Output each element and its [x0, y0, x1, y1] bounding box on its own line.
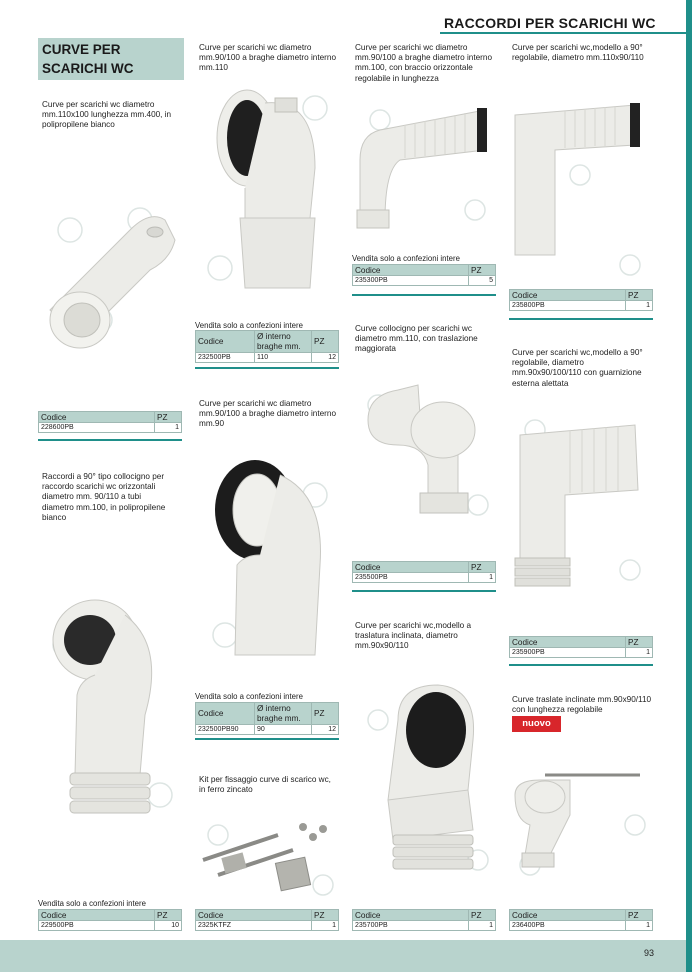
product-code: 235900PB: [510, 648, 626, 658]
section-rule: [38, 439, 182, 441]
table-header-pz: PZ: [469, 910, 496, 921]
product-code: 235800PB: [510, 301, 626, 311]
product-pz: 1: [469, 921, 496, 931]
product-desc-232500-90: Curve per scarichi wc diametro mm.90/100 a braghe diametro interno mm.90: [199, 399, 336, 429]
table-header-code: Codice: [196, 910, 312, 921]
product-image-232500-90: [205, 455, 335, 670]
footer-bar: [0, 940, 686, 972]
product-pz: 12: [312, 725, 339, 735]
product-pz: 10: [155, 921, 182, 931]
product-code: 236400PB: [510, 921, 626, 931]
product-desc-235700: Curve per scarichi wc,modello a traslatura inclinata, diametro mm.90x90/110: [355, 621, 472, 651]
table-header-pz: PZ: [312, 703, 339, 725]
new-badge: nuovo: [512, 716, 561, 732]
table-header-code: Codice: [510, 290, 626, 301]
section-rule: [352, 590, 496, 592]
section-rule: [509, 664, 653, 666]
product-table-2325kt: [195, 909, 339, 931]
section-rule: [352, 294, 496, 296]
product-image-2325kt: [198, 815, 338, 900]
product-table-235900: [509, 636, 653, 658]
table-header-pz: PZ: [626, 290, 653, 301]
page-title: RACCORDI PER SCARICHI WC: [444, 15, 656, 31]
product-code: 235500PB: [353, 573, 469, 583]
product-code: 2325KTFZ: [196, 921, 312, 931]
page-number: 93: [644, 948, 655, 958]
product-desc-235900: Curve per scarichi wc,modello a 90° regolabile, diametro mm.90x90/100/110 con guarnizione esterna alettata: [512, 348, 643, 388]
table-header-code: Codice: [510, 637, 626, 648]
table-header-pz: PZ: [626, 637, 653, 648]
section-rule: [195, 738, 339, 740]
product-pz: 1: [155, 423, 182, 433]
table-header-code: Codice: [196, 703, 255, 725]
product-image-235800: [510, 95, 650, 280]
product-image-236400: [510, 765, 650, 885]
product-table-232500-90: [195, 702, 339, 735]
product-diameter: 110: [255, 353, 312, 363]
section-rule: [195, 367, 339, 369]
product-code: 235300PB: [353, 276, 469, 286]
table-header-code: Codice: [353, 910, 469, 921]
product-code: 232500PB: [196, 353, 255, 363]
section-rule: [509, 318, 653, 320]
table-header-code: Codice: [353, 265, 469, 276]
right-edge-bar: [686, 0, 692, 972]
product-table-228600: [38, 411, 182, 433]
product-image-235300: [355, 100, 495, 235]
product-image-229500: [45, 585, 175, 830]
table-header-diameter: Ø interno braghe mm.: [255, 703, 312, 725]
product-image-228600: [40, 190, 180, 350]
table-header-code: Codice: [196, 331, 255, 353]
table-header-pz: PZ: [312, 910, 339, 921]
product-code: 232500PB90: [196, 725, 255, 735]
product-code: 229500PB: [39, 921, 155, 931]
table-header-pz: PZ: [312, 331, 339, 353]
product-table-232500: [195, 330, 339, 363]
table-header-code: Codice: [510, 910, 626, 921]
product-image-235900: [510, 410, 650, 595]
table-header-pz: PZ: [469, 562, 496, 573]
product-pz: 12: [312, 353, 339, 363]
header-rule: [440, 32, 686, 34]
product-diameter: 90: [255, 725, 312, 735]
product-image-232500: [205, 78, 335, 293]
product-pz: 5: [469, 276, 496, 286]
product-pz: 1: [312, 921, 339, 931]
product-desc-236400: Curve traslate inclinate mm.90x90/110 con lunghezza regolabile: [512, 695, 652, 715]
product-table-235300: [352, 264, 496, 286]
product-image-235700: [358, 680, 493, 885]
product-desc-2325kt: Kit per fissaggio curve di scarico wc, in ferro zincato: [199, 775, 331, 795]
table-header-pz: PZ: [155, 910, 182, 921]
product-table-235500: [352, 561, 496, 583]
table-header-pz: PZ: [626, 910, 653, 921]
sale-note-235300: Vendita solo a confezioni intere: [352, 254, 460, 263]
product-code: 228600PB: [39, 423, 155, 433]
sale-note-232500-90: Vendita solo a confezioni intere: [195, 692, 303, 701]
product-desc-235500: Curve collocigno per scarichi wc diametro mm.110, con traslazione maggiorata: [355, 324, 478, 354]
product-desc-229500: Raccordi a 90° tipo collocigno per raccordo scarichi wc orizzontali diametro mm. 90/110 a tubi diametro mm.100, in polipropilene bianco: [42, 472, 166, 522]
product-pz: 1: [626, 301, 653, 311]
product-pz: 1: [626, 921, 653, 931]
product-code: 235700PB: [353, 921, 469, 931]
table-header-pz: PZ: [155, 412, 182, 423]
product-desc-235300: Curve per scarichi wc diametro mm.90/100 a braghe diametro interno mm.100, con braccio orizzontale regolabile in lunghezza: [355, 43, 492, 83]
product-desc-232500: Curve per scarichi wc diametro mm.90/100 a braghe diametro interno mm.110: [199, 43, 336, 73]
table-header-code: Codice: [353, 562, 469, 573]
table-header-diameter: Ø interno braghe mm.: [255, 331, 312, 353]
product-table-236400: [509, 909, 653, 931]
product-pz: 1: [626, 648, 653, 658]
product-desc-235800: Curve per scarichi wc,modello a 90° regolabile, diametro mm.110x90/110: [512, 43, 644, 63]
sale-note-229500: Vendita solo a confezioni intere: [38, 899, 146, 908]
product-table-235800: [509, 289, 653, 311]
product-table-235700: [352, 909, 496, 931]
table-header-code: Codice: [39, 412, 155, 423]
sale-note-232500: Vendita solo a confezioni intere: [195, 321, 303, 330]
table-header-pz: PZ: [469, 265, 496, 276]
product-table-229500: [38, 909, 182, 931]
category-title: CURVE PER SCARICHI WC: [42, 42, 134, 76]
product-desc-228600: Curve per scarichi wc diametro mm.110x100 lunghezza mm.400, in polipropilene bianco: [42, 100, 172, 130]
table-header-code: Codice: [39, 910, 155, 921]
product-image-235500: [358, 375, 493, 525]
product-pz: 1: [469, 573, 496, 583]
